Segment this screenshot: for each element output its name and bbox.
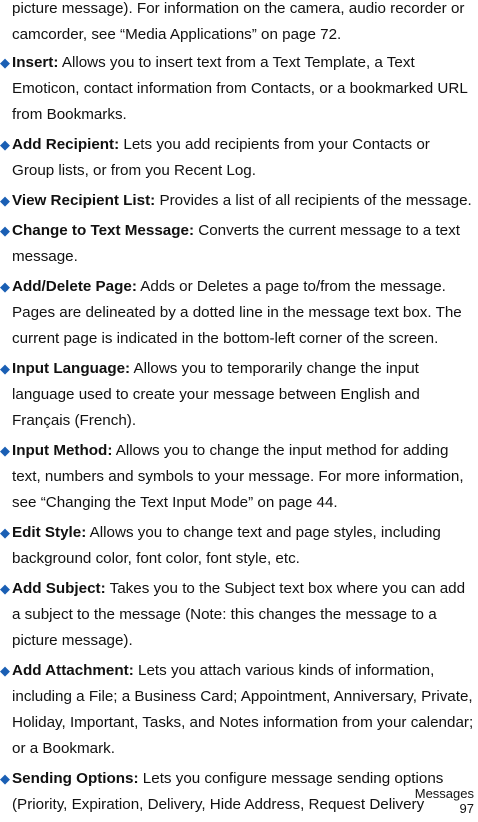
diamond-bullet-icon: ◆ <box>0 279 10 294</box>
list-item <box>0 188 474 214</box>
diamond-bullet-icon: ◆ <box>0 771 10 786</box>
option-list <box>0 50 478 822</box>
option-term: View Recipient List: <box>12 192 156 209</box>
option-term: Add Recipient: <box>12 136 120 153</box>
option-description: Lets you attach various kinds of information, including a File; a Business Card; Appointment, Anniversary, Private, Holiday, Important, Tasks, and Notes information from your calendar; or a Bookmark. <box>12 662 474 757</box>
list-item <box>0 218 474 270</box>
page-number: 97 <box>459 801 474 816</box>
intro-paragraph: picture message). For information on the camera, audio recorder or camcorder, see “Media Applications” on page 72. <box>12 0 465 43</box>
diamond-bullet-icon: ◆ <box>0 223 10 238</box>
list-item <box>0 50 474 128</box>
option-description: Allows you to insert text from a Text Template, a Text Emoticon, contact information from Contacts, or a bookmarked URL from Bookmarks. <box>12 54 468 123</box>
page-footer <box>415 786 474 816</box>
diamond-bullet-icon: ◆ <box>0 193 10 208</box>
option-term: Add/Delete Page: <box>12 278 137 295</box>
option-description: Allows you to temporarily change the input language used to create your message between English and Français (French). <box>12 360 420 429</box>
option-term: Input Language: <box>12 360 131 377</box>
option-term: Insert: <box>12 54 59 71</box>
option-description: Allows you to change the input method for adding text, numbers and symbols to your message. For more information, see “Changing the Text Input Mode” on page 44. <box>12 442 464 511</box>
option-term: Sending Options: <box>12 770 139 787</box>
diamond-bullet-icon: ◆ <box>0 663 10 678</box>
option-term: Add Subject: <box>12 580 106 597</box>
section-name: Messages <box>414 786 474 801</box>
option-description: Adds or Deletes a page to/from the message. Pages are delineated by a dotted line in the message text box. The current page is indicated in the bottom-left corner of the screen. <box>12 278 462 347</box>
option-term: Add Attachment: <box>12 662 134 679</box>
list-item <box>0 356 474 434</box>
option-description: Allows you to change text and page styles, including background color, font color, font style, etc. <box>12 524 441 567</box>
option-description: Provides a list of all recipients of the message. <box>159 192 472 209</box>
diamond-bullet-icon: ◆ <box>0 137 10 152</box>
option-description: Lets you configure message sending options (Priority, Expiration, Delivery, Hide Address, Request Delivery <box>12 770 444 813</box>
list-item <box>0 658 474 762</box>
diamond-bullet-icon: ◆ <box>0 525 10 540</box>
list-item <box>0 766 474 818</box>
option-description: Lets you add recipients from your Contacts or Group lists, or from you Recent Log. <box>12 136 430 179</box>
list-item <box>0 520 474 572</box>
diamond-bullet-icon: ◆ <box>0 361 10 376</box>
option-description: Takes you to the Subject text box where you can add a subject to the message (Note: this changes the message to a picture message). <box>12 580 466 649</box>
list-item <box>0 438 474 516</box>
option-term: Edit Style: <box>12 524 87 541</box>
list-item <box>0 576 474 654</box>
list-item <box>0 274 474 352</box>
option-term: Change to Text Message: <box>12 222 195 239</box>
diamond-bullet-icon: ◆ <box>0 581 10 596</box>
diamond-bullet-icon: ◆ <box>0 55 10 70</box>
list-item <box>0 132 474 184</box>
diamond-bullet-icon: ◆ <box>0 443 10 458</box>
option-term: Input Method: <box>12 442 113 459</box>
option-description: Converts the current message to a text message. <box>12 222 460 265</box>
